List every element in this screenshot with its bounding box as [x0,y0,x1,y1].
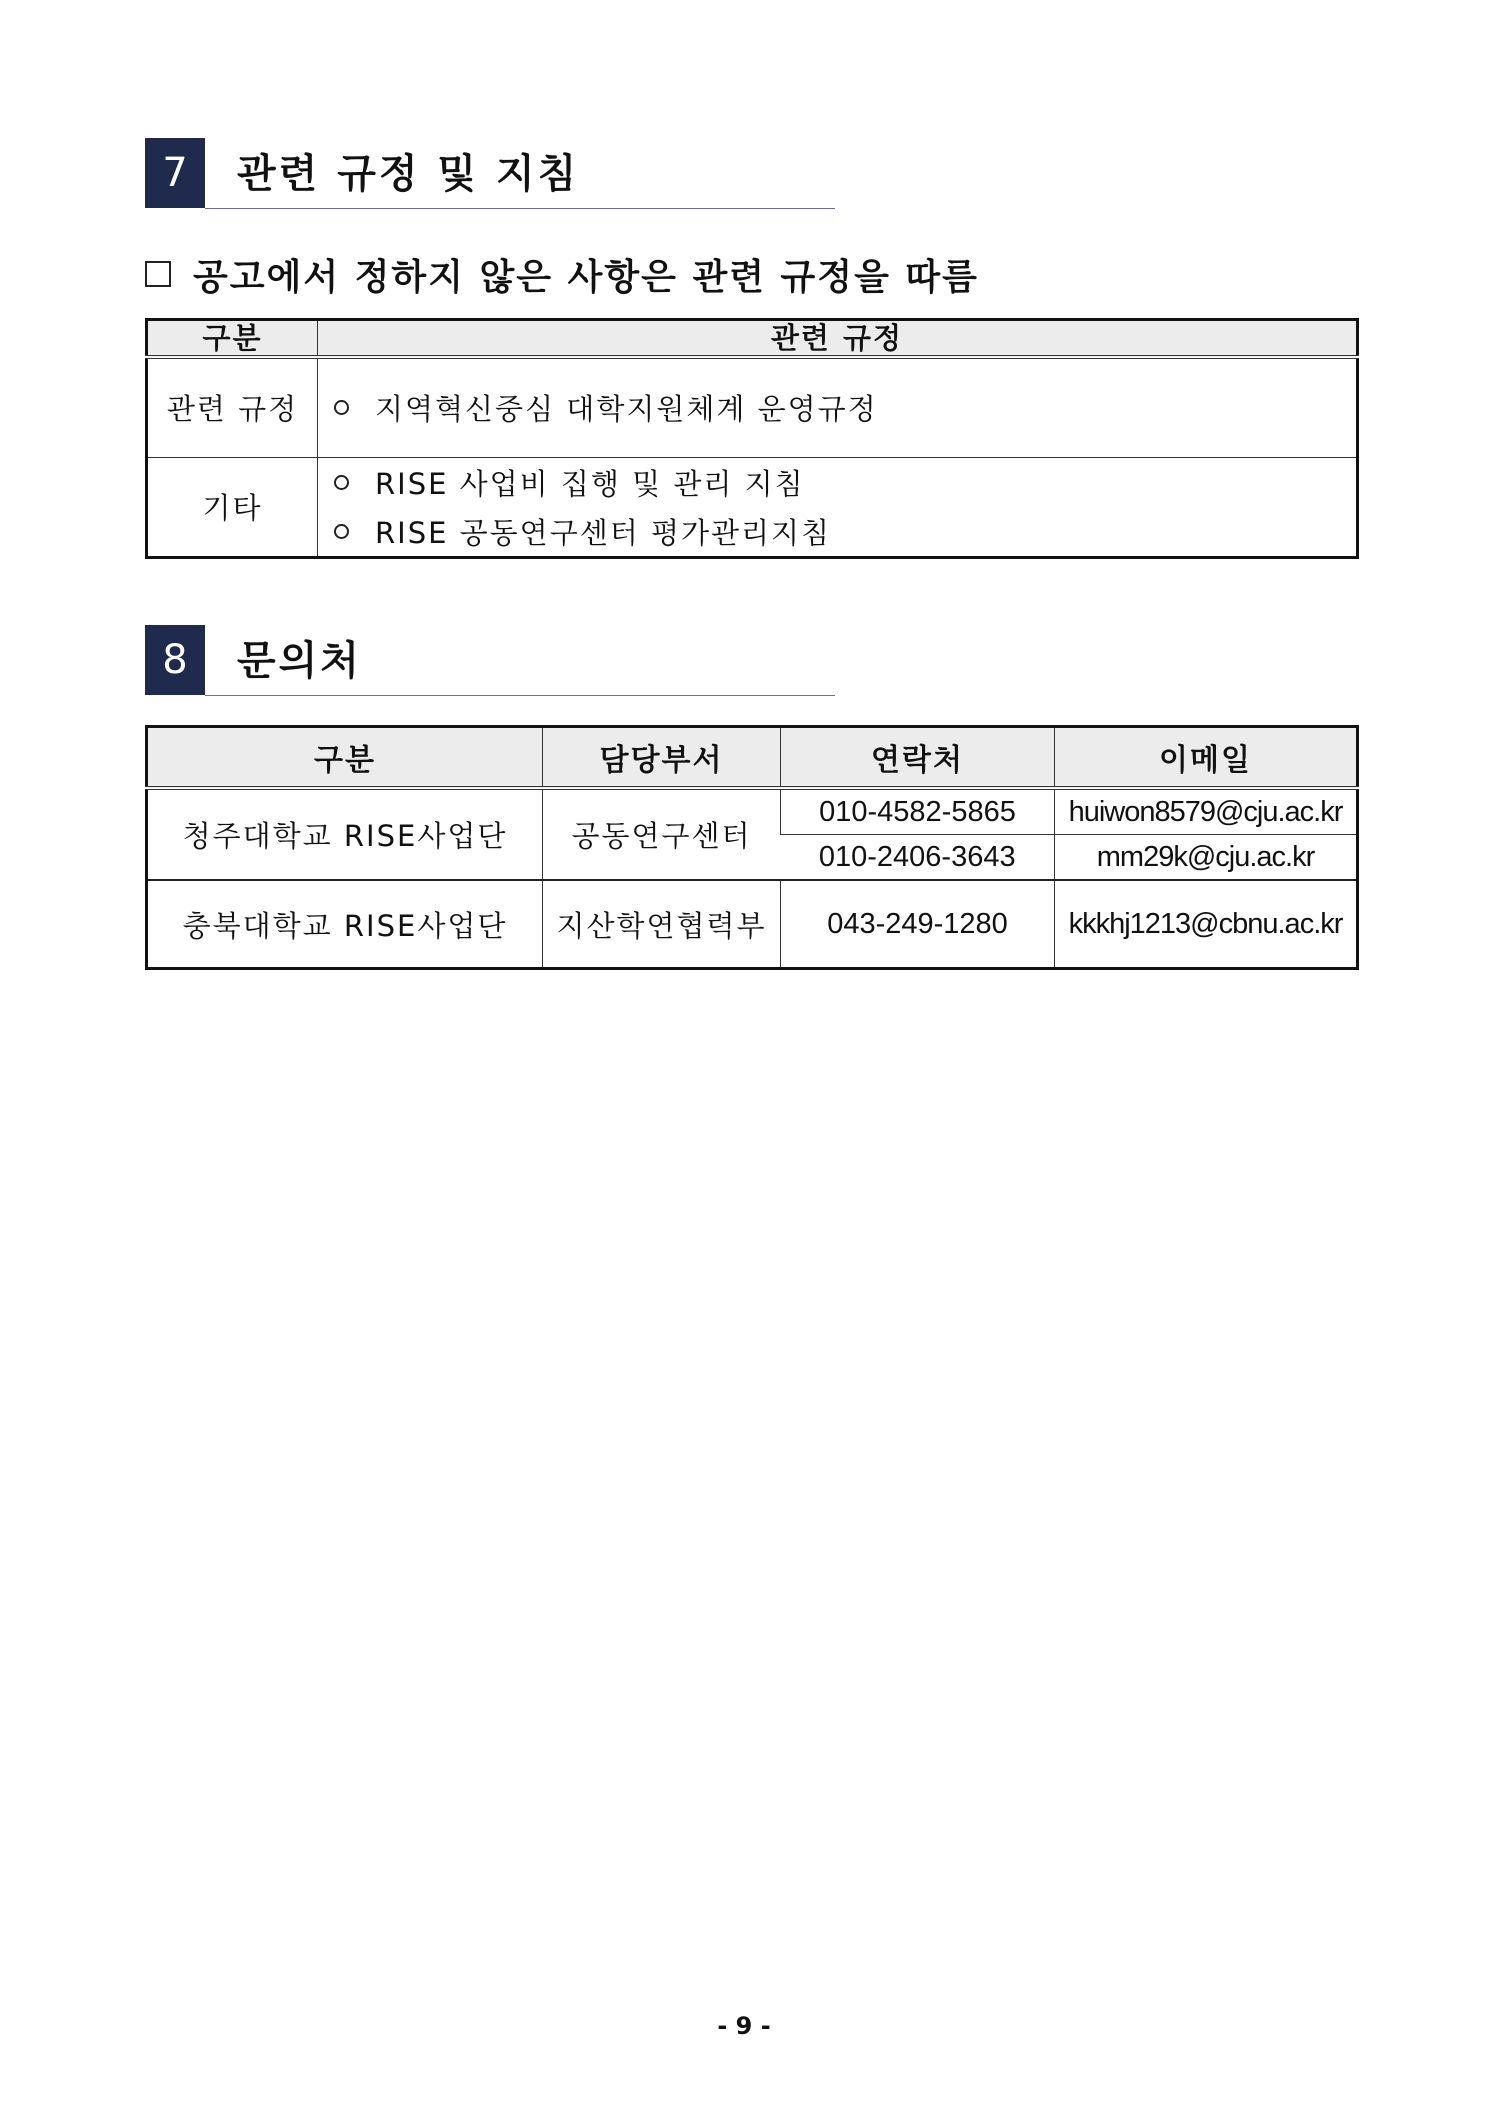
regulations-table [145,318,1359,559]
page-number: - 9 - [717,2012,771,2040]
header-department: 담당부서 [543,727,781,789]
notice-line [145,248,979,300]
phone-number: 010-2406-3643 [781,835,1055,881]
section-7-heading [145,138,835,210]
checkbox-icon [145,261,171,287]
table-row [147,357,1358,457]
department-name: 공동연구센터 [543,788,781,880]
table-header-row [147,320,1358,358]
row-items [318,357,1358,457]
header-regulation: 관련 규정 [318,320,1358,358]
table-row [147,457,1358,557]
section-title: 관련 규정 및 지침 [237,151,580,197]
section-8-heading [145,625,835,697]
phone-number: 010-4582-5865 [781,788,1055,835]
org-name: 청주대학교 RISE사업단 [147,788,543,880]
header-category: 구분 [147,320,318,358]
circle-bullet-icon [334,524,349,539]
table-header-row [147,727,1358,789]
section-number-badge: 7 [145,138,205,208]
item-text: 지역혁신중심 대학지원체계 운영규정 [375,392,878,427]
row-category: 관련 규정 [147,357,318,457]
header-phone: 연락처 [781,727,1055,789]
section-number-badge: 8 [145,625,205,695]
circle-bullet-icon [334,400,349,415]
email-address[interactable]: huiwon8579@cju.ac.kr [1055,788,1358,835]
contact-table [145,725,1359,970]
circle-bullet-icon [334,475,349,490]
item-text: RISE 사업비 집행 및 관리 지침 [375,466,805,501]
email-address[interactable]: mm29k@cju.ac.kr [1055,835,1358,881]
item-text: RISE 공동연구센터 평가관리지침 [375,515,832,550]
section-underline [205,695,835,696]
header-category: 구분 [147,727,543,789]
row-items [318,457,1358,557]
org-name: 충북대학교 RISE사업단 [147,880,543,969]
phone-number: 043-249-1280 [781,880,1055,969]
list-item [334,383,1356,432]
email-address[interactable]: kkkhj1213@cbnu.ac.kr [1055,880,1358,969]
list-item [334,507,1356,556]
department-name: 지산학연협력부 [543,880,781,969]
notice-text: 공고에서 정하지 않은 사항은 관련 규정을 따름 [193,256,979,298]
row-category: 기타 [147,457,318,557]
list-item [334,458,1356,507]
table-row [147,880,1358,969]
table-row [147,788,1358,835]
section-underline [205,208,835,209]
header-email: 이메일 [1055,727,1358,789]
section-title: 문의처 [237,638,362,684]
